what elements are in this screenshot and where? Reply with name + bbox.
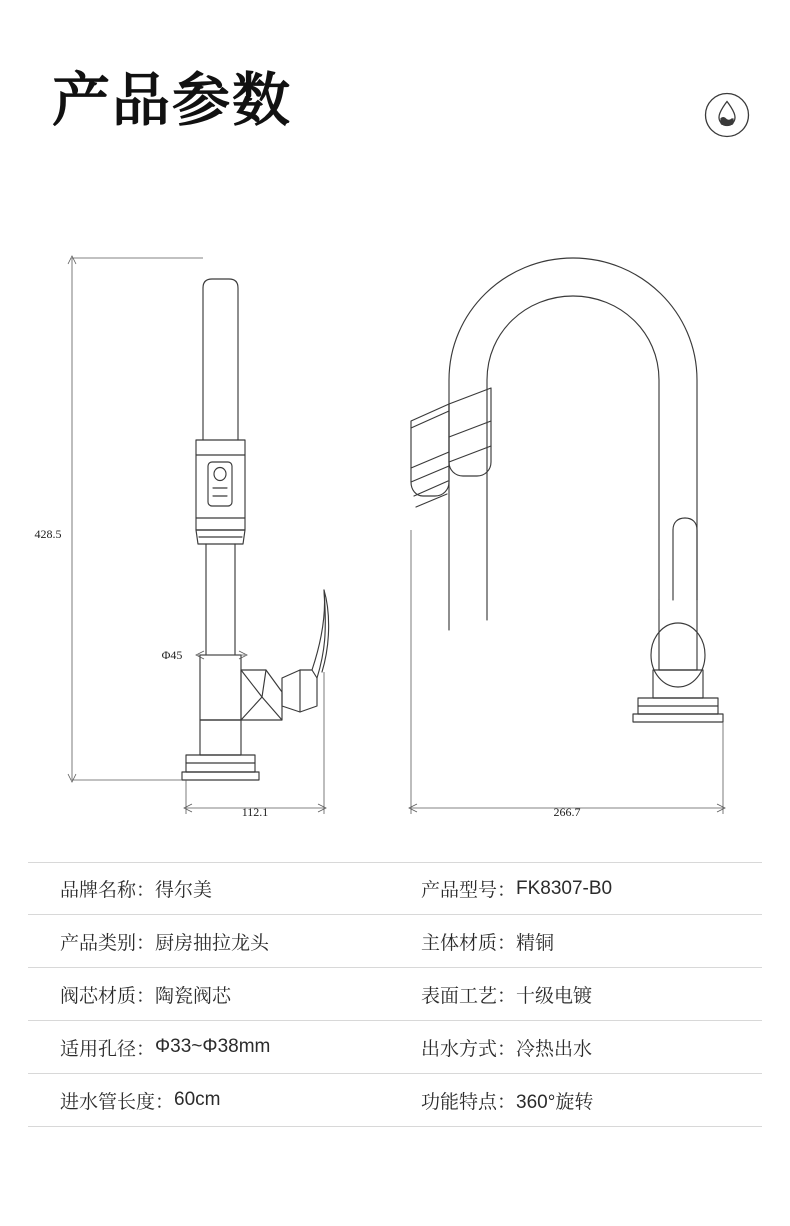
dimension-overall-reach: 266.7: [553, 805, 581, 819]
spec-value: 陶瓷阀芯: [155, 985, 232, 1007]
spec-cell-inlet-hose-length: [28, 1087, 395, 1114]
spec-value: 冷热出水: [516, 1038, 593, 1060]
dimension-total-height: 428.5: [34, 527, 62, 541]
dimension-spout-diameter: Φ45: [161, 648, 183, 662]
spec-label: 功能特点：: [421, 1091, 517, 1113]
spec-value: Φ33~Φ38mm: [155, 1036, 271, 1057]
dimension-base-depth: 112.1: [241, 805, 269, 819]
spec-cell-valve-material: [28, 981, 395, 1008]
spec-value: 60cm: [174, 1089, 221, 1110]
spec-label: 阀芯材质：: [60, 985, 156, 1007]
table-row: [28, 968, 762, 1021]
table-row: [28, 915, 762, 968]
spec-table: [28, 862, 762, 1127]
spec-label: 出水方式：: [421, 1038, 517, 1060]
spec-value: 厨房抽拉龙头: [155, 932, 270, 954]
spec-cell-features: [395, 1087, 762, 1114]
table-row: [28, 1074, 762, 1127]
spec-value: FK8307-B0: [516, 877, 613, 899]
spec-cell-category: [28, 928, 395, 955]
spec-label: 主体材质：: [421, 932, 517, 954]
spec-value: 得尔美: [155, 880, 213, 901]
spec-label: 品牌名称：: [60, 880, 156, 901]
page-header: [0, 0, 790, 210]
spec-label: 适用孔径：: [60, 1038, 156, 1060]
water-drop-icon: [704, 92, 750, 138]
spec-cell-surface-finish: [395, 981, 762, 1008]
spec-label: 表面工艺：: [421, 985, 517, 1007]
spec-cell-body-material: [395, 928, 762, 955]
spec-label: 产品型号：: [421, 880, 517, 901]
page-title: 产品参数: [52, 68, 293, 133]
spec-value: 精铜: [516, 932, 555, 954]
spec-value: 十级电镀: [516, 985, 593, 1007]
table-row: [28, 1021, 762, 1074]
product-technical-drawing: [0, 200, 790, 850]
spec-value: 360°旋转: [516, 1091, 594, 1113]
table-row: [28, 862, 762, 915]
spec-label: 进水管长度：: [60, 1091, 175, 1113]
spec-label: 产品类别：: [60, 932, 156, 954]
spec-cell-model: [395, 875, 762, 902]
spec-cell-water-outlet: [395, 1034, 762, 1061]
spec-cell-brand: [28, 875, 395, 902]
spec-cell-hole-diameter: [28, 1034, 395, 1061]
